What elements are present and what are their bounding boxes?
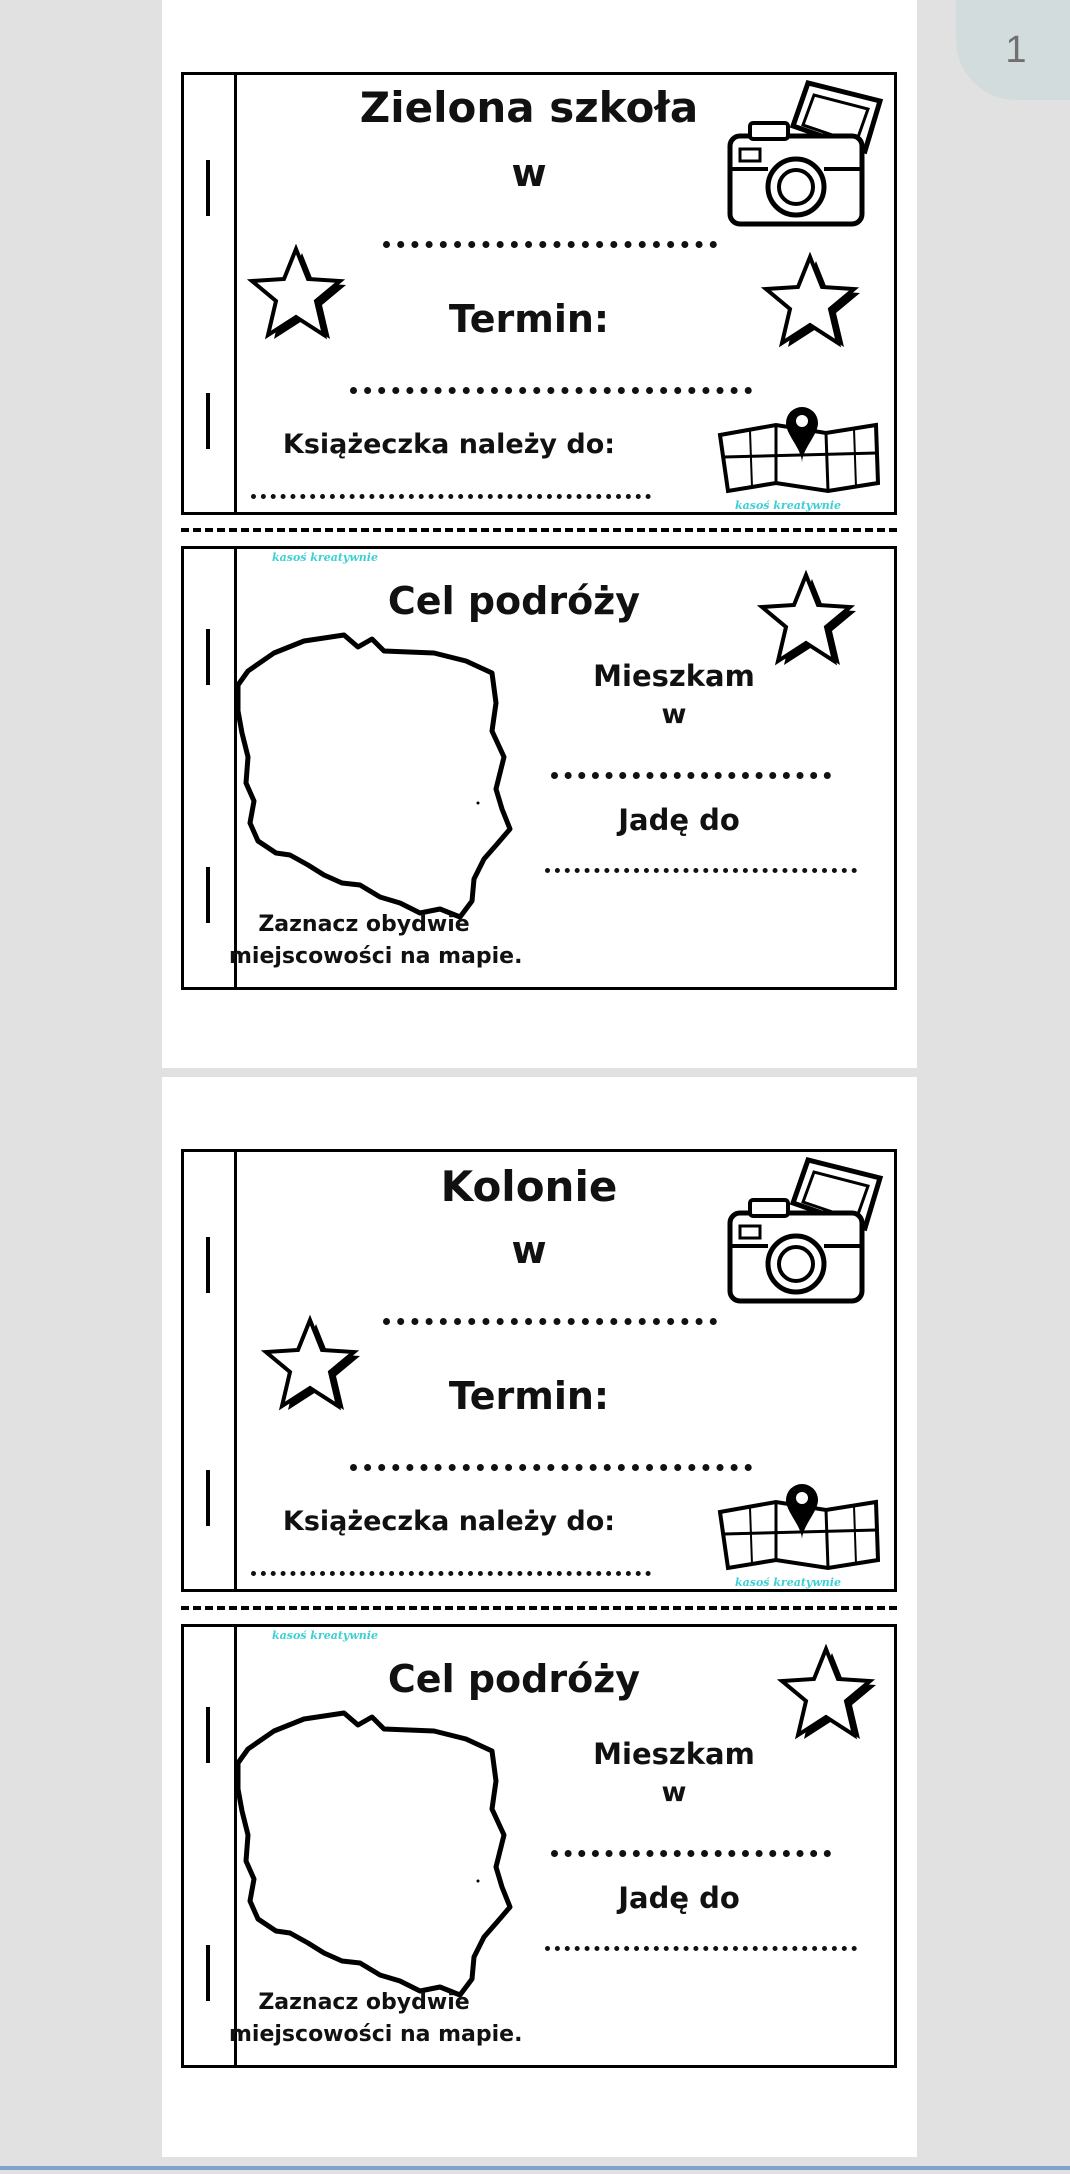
binding-mark xyxy=(206,867,210,923)
owner-label: Książeczka należy do: xyxy=(282,1506,616,1537)
star-icon xyxy=(768,255,868,351)
booklet-inside-card xyxy=(181,546,897,990)
binding-mark xyxy=(206,1707,210,1763)
map-pin-icon xyxy=(716,1472,886,1572)
binding-mark xyxy=(206,393,210,449)
cover-title-w: w xyxy=(511,1228,547,1272)
live-label: Mieszkam xyxy=(593,659,755,693)
map-caption-line1: Zaznacz obydwie xyxy=(258,1990,470,2015)
camera-icon xyxy=(728,1158,888,1308)
owner-blank-line xyxy=(251,494,651,499)
place-blank-line xyxy=(383,241,717,248)
map-caption-line2: miejscowości na mapie. xyxy=(229,944,523,969)
booklet-cover-card xyxy=(181,72,897,515)
star-icon xyxy=(784,1647,884,1743)
cut-line xyxy=(181,1606,897,1610)
inside-title: Cel podróży xyxy=(387,579,641,623)
binding-mark xyxy=(206,1237,210,1293)
booklet-cover-card xyxy=(181,1149,897,1592)
map-caption-line1: Zaznacz obydwie xyxy=(258,912,470,937)
star-icon xyxy=(268,1318,368,1414)
watermark: kasoś kreatywnie xyxy=(735,1576,841,1589)
term-label: Termin: xyxy=(448,297,610,341)
term-label: Termin: xyxy=(448,1374,610,1418)
map-pin-icon xyxy=(716,395,886,495)
place-blank-line xyxy=(383,1318,717,1325)
booklet-inside-card xyxy=(181,1624,897,2068)
owner-blank-line xyxy=(251,1571,651,1576)
live-label-w: w xyxy=(661,699,687,730)
cover-title: Zielona szkoła xyxy=(359,83,699,132)
term-blank-line xyxy=(350,1464,752,1471)
owner-label: Książeczka należy do: xyxy=(282,429,616,460)
binding-mark xyxy=(206,160,210,216)
spine-line xyxy=(234,75,237,512)
scroll-indicator-line xyxy=(0,2166,1070,2170)
home-blank-line xyxy=(551,1850,831,1857)
going-label: Jadę do xyxy=(618,803,740,837)
live-label-w: w xyxy=(661,1777,687,1808)
binding-mark xyxy=(206,629,210,685)
home-blank-line xyxy=(551,772,831,779)
watermark: kasoś kreatywnie xyxy=(272,551,378,564)
map-caption-line2: miejscowości na mapie. xyxy=(229,2022,523,2047)
star-icon xyxy=(764,573,864,669)
watermark: kasoś kreatywnie xyxy=(272,1629,378,1642)
going-label: Jadę do xyxy=(618,1881,740,1915)
cut-line xyxy=(181,528,897,532)
cover-title-w: w xyxy=(511,151,547,195)
watermark: kasoś kreatywnie xyxy=(735,499,841,512)
star-icon xyxy=(254,247,354,343)
binding-mark xyxy=(206,1945,210,2001)
cover-title: Kolonie xyxy=(440,1162,618,1211)
camera-icon xyxy=(728,81,888,231)
term-blank-line xyxy=(350,387,752,394)
destination-blank-line xyxy=(545,1946,857,1951)
page-number-badge: 1 xyxy=(956,0,1070,100)
binding-mark xyxy=(206,1470,210,1526)
inside-title: Cel podróży xyxy=(387,1657,641,1701)
poland-map-icon xyxy=(234,633,514,923)
live-label: Mieszkam xyxy=(593,1737,755,1771)
destination-blank-line xyxy=(545,868,857,873)
spine-line xyxy=(234,1152,237,1589)
poland-map-icon xyxy=(234,1711,514,2001)
